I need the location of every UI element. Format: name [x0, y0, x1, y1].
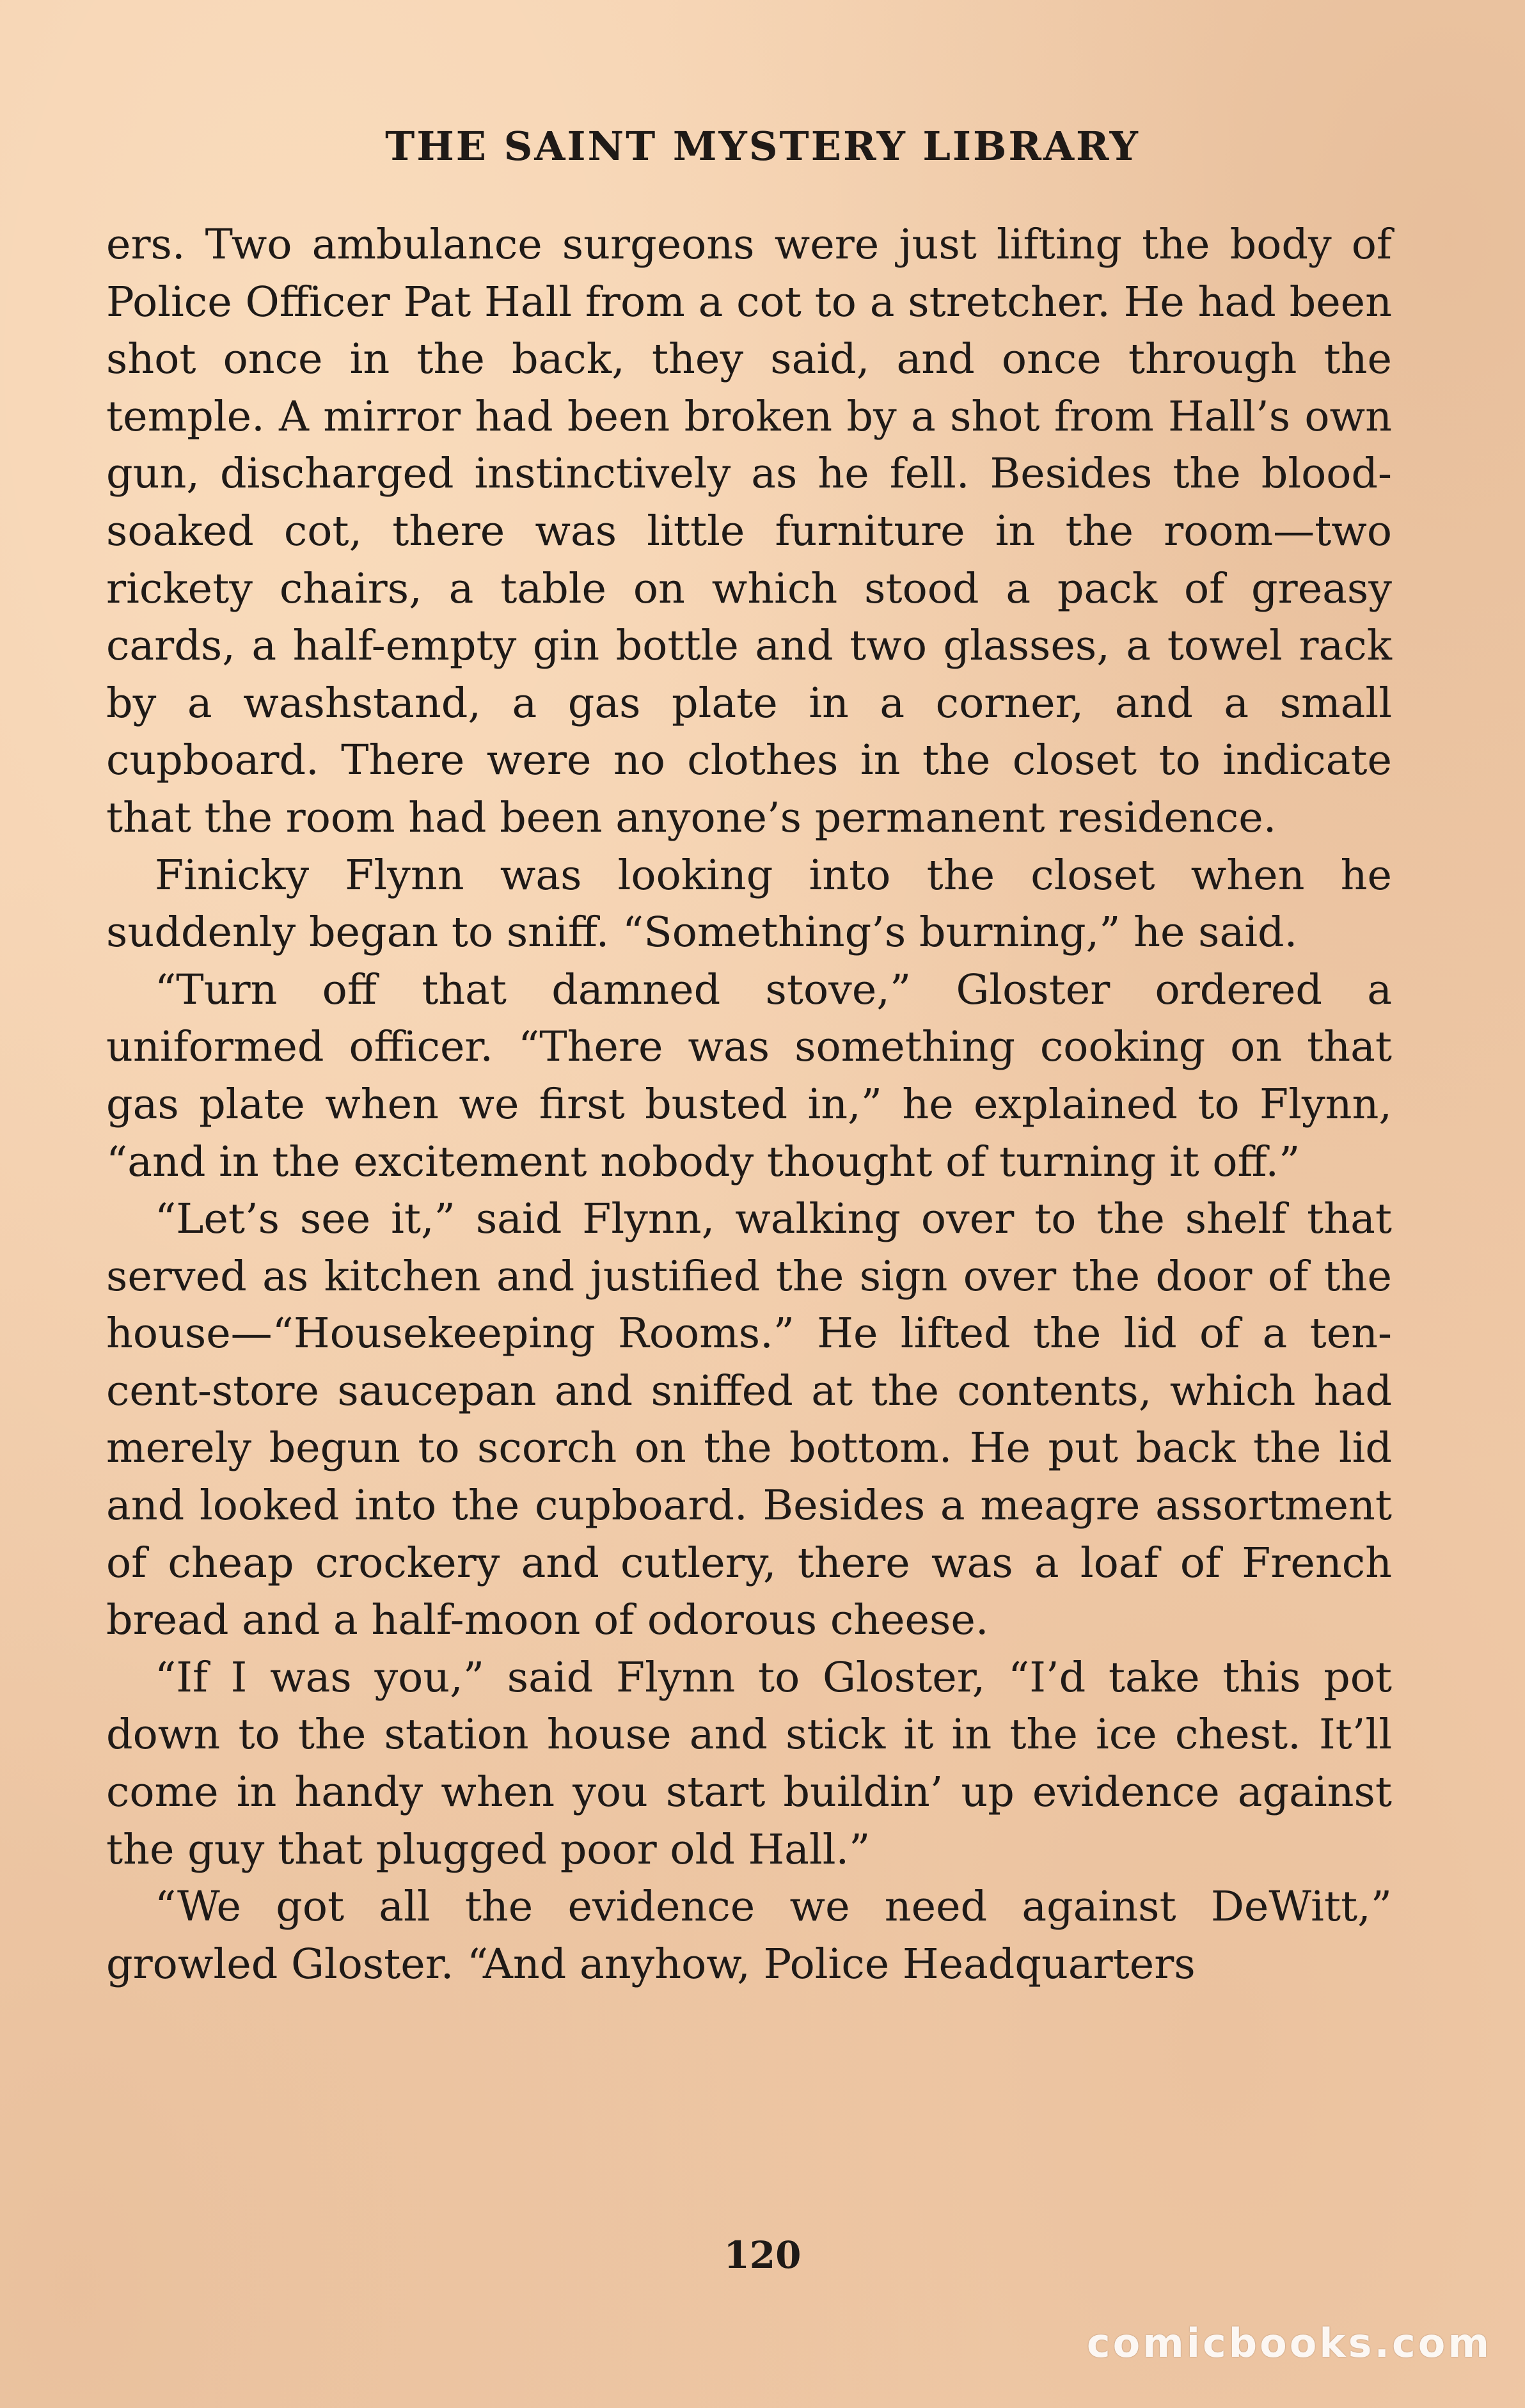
paragraph-4: “Let’s see it,” said Flynn, walking over to the shelf that served as kitchen and justified the sign over the door of the house—“Housekeeping Rooms.” He lifted the lid of a ten-cent-store saucepan and sniffed at the contents, which had merely begun to scorch on the bottom. He put back the lid and looked into the cupboard. Besides a meagre assortment of cheap crockery and cutlery, there was a loaf of French bread and a half-moon of odorous cheese. [106, 1195, 1392, 1645]
paragraph-3: “Turn off that damned stove,” Gloster ordered a uniformed officer. “There was something cooking on that gas plate when we first busted in,” he explained to Flynn, “and in the excitement nobody thought of turning it off.” [106, 965, 1392, 1186]
running-header: THE SAINT MYSTERY LIBRARY [385, 123, 1140, 170]
paragraph-5: “If I was you,” said Flynn to Gloster, “I’d take this pot down to the station house and stick it in the ice chest. It’ll come in handy when you start buildin’ up evidence against the guy that plugged poor old Hall.” [106, 1653, 1392, 1874]
paragraph-2: Finicky Flynn was looking into the closet when he suddenly began to sniff. “Something’s burning,” he said. [106, 851, 1392, 957]
body-text [106, 216, 1392, 1993]
watermark: comicbooks.com [1086, 2320, 1492, 2366]
paragraph-1: ers. Two ambulance surgeons were just lifting the body of Police Officer Pat Hall from a cot to a stretcher. He had been shot once in the back, they said, and once through the temple. A mirror had been broken by a shot from Hall’s own gun, discharged instinctively as he fell. Besides the blood-soaked cot, there was little furniture in the room—two rickety chairs, a table on which stood a pack of greasy cards, a half-empty gin bottle and two glasses, a towel rack by a washstand, a gas plate in a corner, and a small cupboard. There were no clothes in the closet to indicate that the room had been anyone’s permanent residence. [106, 221, 1392, 842]
page-number: 120 [723, 2233, 802, 2277]
paragraph-6: “We got all the evidence we need against DeWitt,” growled Gloster. “And anyhow, Police Headquarters [106, 1883, 1392, 1988]
